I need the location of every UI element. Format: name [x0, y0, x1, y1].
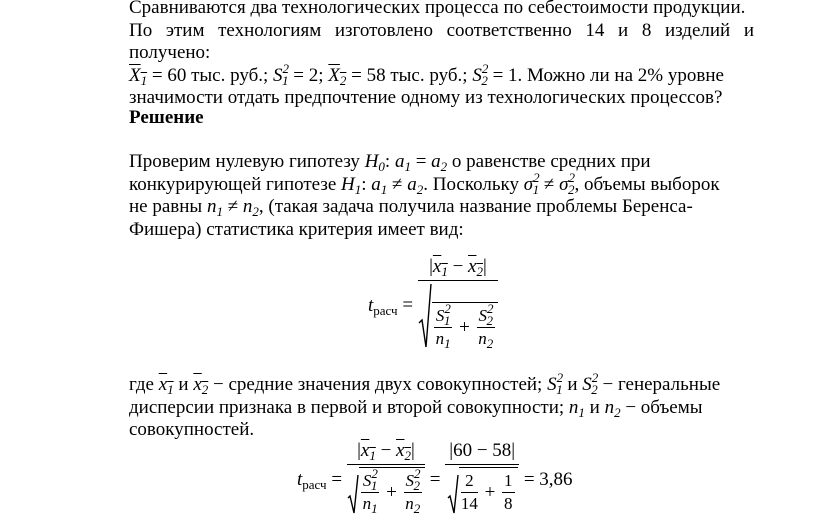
hypothesis-paragraph — [129, 151, 754, 241]
calc-result: = 3,86 — [523, 469, 573, 490]
statistic-formula: $t_{расч}$ = $|x_1 - x_2|$ $\frac{S^2_1}{n_1}$ + $\frac{S^2_2}{n_2}$ — [368, 256, 498, 355]
calculation-formula: $t_{расч}$ = $|x_1 - x_2|$ $\frac{S^2_1}{n_1}$ + $\frac{S^2_2}{n_2}$ = |60 − 58| $\frac{2}{14}$ + $\frac{1}{8}$ = 3,86 — [297, 440, 573, 516]
explanation-line-1: где $x_1$ и $x_2$ − средние значения двух совокупностей; $S^2_1$ и $S^2_2$ − генеральные — [129, 370, 721, 397]
calc-numerator: |60 − 58| — [445, 440, 519, 465]
hypothesis-line-3: не равны $n_1 \ne n_2$, (такая задача получила название проблемы Беренса- — [129, 196, 693, 219]
hypothesis-line-4: Фишера) статистика критерия имеет вид: — [129, 218, 464, 240]
problem-line-2: По этим технологиям изготовлено соответственно 14 и 8 изделий и получено: — [129, 19, 754, 63]
explanation-line-2: дисперсии признака в первой и второй совокупности; $n_1$ и $n_2$ − объемы — [129, 396, 703, 420]
problem-statement — [129, 0, 754, 110]
explanation-paragraph — [129, 370, 754, 442]
explanation-line-3: совокупностей. — [129, 419, 255, 440]
problem-line-1: Сравниваются два технологических процесса по себестоимости продукции. — [129, 0, 746, 18]
problem-line-4: значимости отдать предпочтение одному из технологических процессов? — [129, 87, 723, 108]
hypothesis-line-1: Проверим нулевую гипотезу $H_0$: $a_1 = a_2$ о равенстве средних при — [129, 151, 651, 174]
hypothesis-line-2: конкурирующей гипотезе $H_1$: $a_1 \ne a_2$. Поскольку $\sigma^2_1 \ne \sigma^2_2$, объемы выборок — [129, 169, 720, 197]
solution-heading: Решение — [129, 107, 204, 128]
problem-line-3: $X_1 = 60$ тыс. руб.; $S^2_1 = 2$; $X_2 = 58$ тыс. руб.; $S^2_2 = 1$. Можно ли на 2% уровне — [129, 60, 724, 88]
